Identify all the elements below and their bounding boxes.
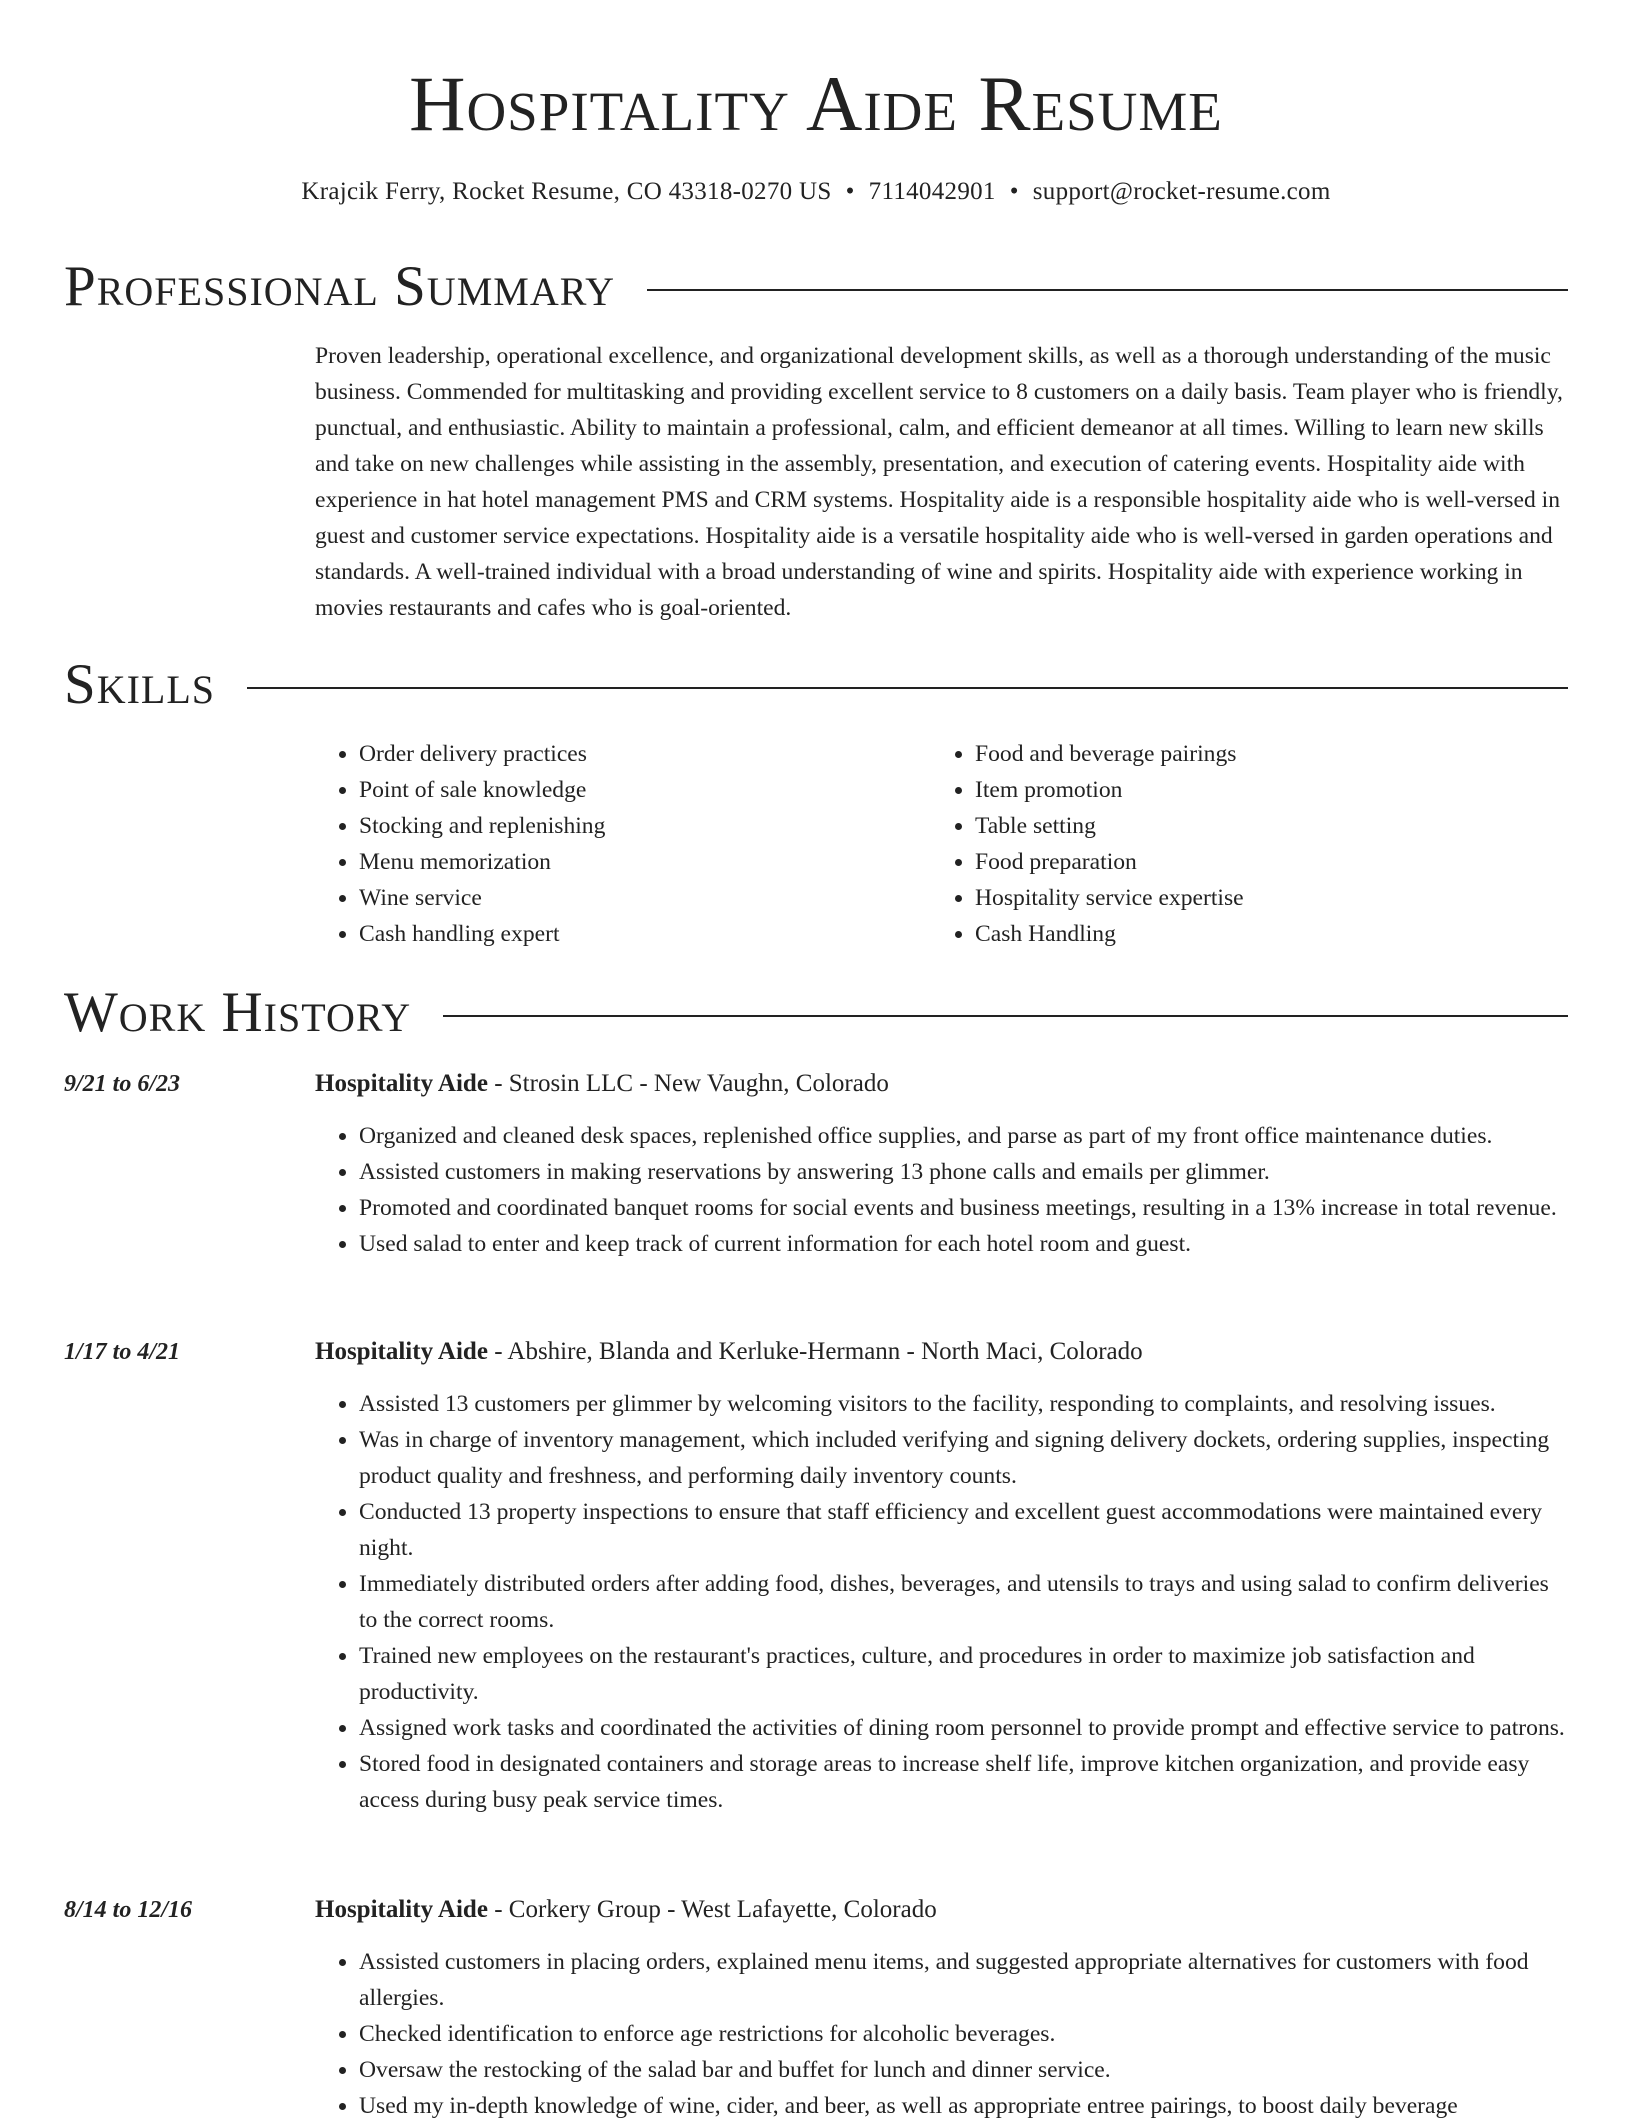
contact-email: support@rocket-resume.com [1032, 178, 1331, 205]
job-dates: 8/14 to 12/16 [64, 1897, 193, 1923]
job-bullets [315, 1944, 1568, 2124]
skill-item: • Cash Handling [975, 916, 1547, 952]
job-bullet: • Used salad to enter and keep track of current information for each hotel room and guest. [359, 1226, 1568, 1262]
job-bullet: • Immediately distributed orders after adding food, dishes, beverages, and utensils to trays and using salad to confirm deliveries to the correct rooms. [359, 1566, 1568, 1638]
skills-heading: Skills [64, 653, 216, 716]
job-bullet: • Stored food in designated containers and storage areas to increase shelf life, improve kitchen organization, and provide easy access during busy peak service times. [359, 1746, 1568, 1818]
job-dates: 9/21 to 6/23 [64, 1071, 181, 1097]
skill-item: • Wine service [359, 880, 931, 916]
summary-heading: Professional Summary [64, 255, 616, 318]
job-bullet: • Conducted 13 property inspections to ensure that staff efficiency and excellent guest accommodations were maintained every night. [359, 1494, 1568, 1566]
summary-section-header [64, 254, 1568, 320]
job-bullet: • Organized and cleaned desk spaces, replenished office supplies, and parse as part of my front office maintenance duties. [359, 1118, 1568, 1154]
resume-title: Hospitality Aide Resume [409, 60, 1223, 147]
job-employer: - Strosin LLC - New Vaughn, Colorado [487, 1070, 889, 1097]
job-dates: 1/17 to 4/21 [64, 1339, 181, 1365]
job-employer: - Abshire, Blanda and Kerluke-Hermann - North Maci, Colorado [487, 1338, 1143, 1365]
job-title: Hospitality Aide [315, 1070, 488, 1097]
skills-list [315, 736, 1568, 952]
contact-phone: 7114042901 [868, 178, 996, 205]
skill-item: • Menu memorization [359, 844, 931, 880]
job-bullet: • Was in charge of inventory management, which included verifying and signing delivery dockets, ordering supplies, inspecting product quality and freshness, and performing daily inventory counts. [359, 1422, 1568, 1494]
job-bullet: • Oversaw the restocking of the salad bar and buffet for lunch and dinner service. [359, 2052, 1568, 2088]
contact-line [64, 172, 1568, 212]
section-divider [647, 289, 1568, 291]
job-bullet: • Assisted 13 customers per glimmer by welcoming visitors to the facility, responding to complaints, and resolving issues. [359, 1386, 1568, 1422]
summary-text: Proven leadership, operational excellence, and organizational development skills, as well as a thorough understanding of the music business. Commended for multitasking and providing excellent service to 8 customers on a daily basis. Team player who is friendly, punctual, and enthusiastic. Ability to maintain a professional, calm, and efficient demeanor at all times. Willing to learn new skills and take on new challenges while assisting in the assembly, presentation, and execution of catering events. Hospitality aide with experience in hat hotel management PMS and CRM systems. Hospitality aide is a responsible hospitality aide who is well-versed in guest and customer service expectations. Hospitality aide is a versatile hospitality aide who is well-versed in garden operations and standards. A well-trained individual with a broad understanding of wine and spirits. Hospitality aide with experience working in movies restaurants and cafes who is goal-oriented. [315, 343, 1563, 621]
section-divider [443, 1015, 1568, 1017]
job-employer: - Corkery Group - West Lafayette, Colorado [487, 1896, 937, 1923]
skills-column-right [931, 736, 1547, 952]
job-bullet: • Checked identification to enforce age restrictions for alcoholic beverages. [359, 2016, 1568, 2052]
job-heading [315, 1332, 1143, 1372]
skill-item: • Order delivery practices [359, 736, 931, 772]
summary-body [315, 338, 1568, 626]
job-bullet: • Promoted and coordinated banquet rooms for social events and business meetings, resulting in a 13% increase in total revenue. [359, 1190, 1568, 1226]
skill-item: • Food and beverage pairings [975, 736, 1547, 772]
skill-item: • Stocking and replenishing [359, 808, 931, 844]
job-title: Hospitality Aide [315, 1338, 488, 1365]
job-heading [315, 1064, 889, 1104]
skill-item: • Table setting [975, 808, 1547, 844]
skill-item: • Food preparation [975, 844, 1547, 880]
contact-separator: • [1009, 178, 1019, 205]
job-bullet: • Assisted customers in making reservations by answering 13 phone calls and emails per glimmer. [359, 1154, 1568, 1190]
job-bullet: • Used my in-depth knowledge of wine, cider, and beer, as well as appropriate entree pairings, to boost daily beverage [359, 2088, 1568, 2124]
contact-separator: • [845, 178, 855, 205]
skills-column-left [315, 736, 931, 952]
skill-item: • Item promotion [975, 772, 1547, 808]
skills-section-header [64, 652, 1568, 718]
job-bullet: • Assigned work tasks and coordinated the activities of dining room personnel to provide prompt and effective service to patrons. [359, 1710, 1568, 1746]
job-bullets [315, 1118, 1568, 1262]
skill-item: • Hospitality service expertise [975, 880, 1547, 916]
contact-address: Krajcik Ferry, Rocket Resume, CO 43318-0270 US [301, 178, 832, 205]
section-divider [247, 687, 1568, 689]
work-heading: Work History [64, 981, 412, 1044]
job-bullet: • Assisted customers in placing orders, explained menu items, and suggested appropriate alternatives for customers with food allergies. [359, 1944, 1568, 2016]
job-heading [315, 1890, 937, 1930]
skill-item: • Point of sale knowledge [359, 772, 931, 808]
job-bullet: • Trained new employees on the restaurant's practices, culture, and procedures in order to maximize job satisfaction and productivity. [359, 1638, 1568, 1710]
skill-item: • Cash handling expert [359, 916, 931, 952]
job-title: Hospitality Aide [315, 1896, 488, 1923]
work-section-header [64, 980, 1568, 1046]
job-bullets [315, 1386, 1568, 1818]
